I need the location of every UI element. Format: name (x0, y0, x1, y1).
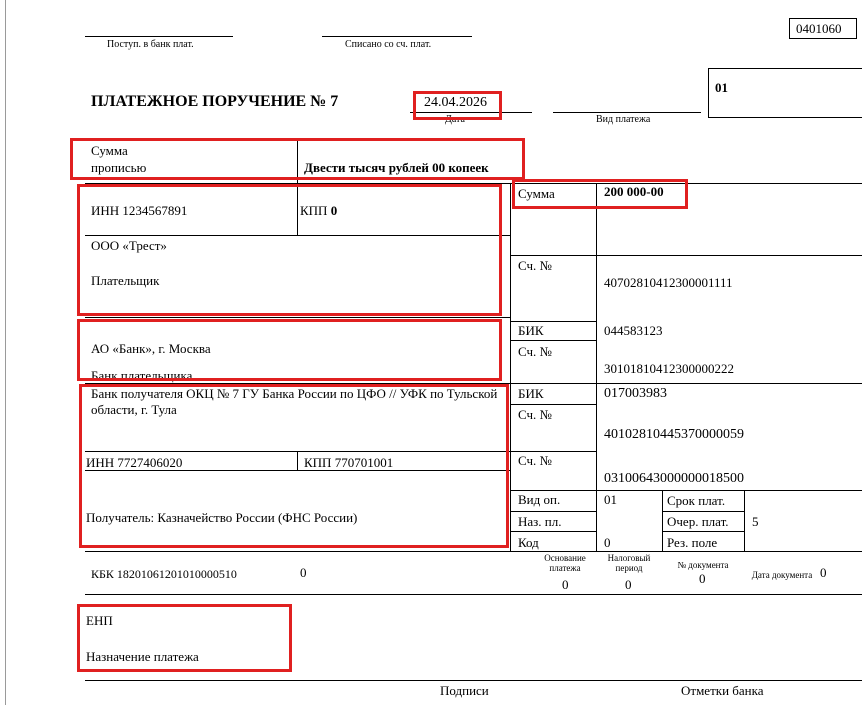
srok-divider-left (662, 490, 663, 551)
amount-label: Сумма (518, 186, 555, 201)
kod-value: 0 (604, 535, 611, 550)
highlight-payer (77, 184, 502, 316)
status-box (708, 68, 862, 118)
vid-op-label: Вид оп. (518, 492, 561, 507)
rez-line (662, 531, 744, 532)
highlight-amount-words (70, 138, 525, 180)
payer-bik-value: 044583123 (604, 323, 663, 338)
payee-corr-label: Сч. № (518, 407, 552, 422)
payer-kpp-label: КПП (300, 203, 328, 218)
debited-line (322, 36, 472, 37)
kbk: КБК 18201061201010000510 (91, 567, 237, 581)
highlight-payer-bank (77, 319, 502, 381)
amount-value: 200 000-00 (604, 184, 664, 199)
payer-acc-label: Сч. № (518, 258, 552, 273)
codes-bottom-line (85, 551, 862, 552)
payee-corr-value: 40102810445370000059 (604, 427, 744, 442)
status-code: 01 (715, 80, 728, 95)
highlight-date (413, 91, 502, 120)
page-left-edge (5, 0, 6, 705)
date-label: Дата (445, 114, 465, 125)
payer-inn: ИНН 1234567891 (91, 203, 188, 218)
page-title: ПЛАТЕЖНОЕ ПОРУЧЕНИЕ № 7 (91, 93, 339, 110)
received-line (85, 36, 233, 37)
payee-bik-value: 017003983 (604, 386, 667, 401)
column-divider-2 (596, 183, 597, 551)
payer-name: ООО «Трест» (91, 238, 167, 253)
payer-corr-value: 30101810412300000222 (604, 361, 734, 376)
payee-bik-label: БИК (518, 386, 544, 401)
period-label: Налоговый период (607, 553, 651, 573)
highlight-purpose (77, 604, 292, 672)
amount-words-value: Двести тысяч рублей 00 копеек (304, 160, 489, 175)
form-code: 0401060 (796, 21, 842, 36)
basis-value: 0 (562, 577, 569, 592)
period-value: 0 (625, 577, 632, 592)
payer-bank-name: АО «Банк», г. Москва (91, 341, 211, 356)
bank-marks-label: Отметки банка (681, 683, 764, 698)
payer-kpp-value: 0 (330, 203, 338, 218)
naz-pl-label: Наз. пл. (518, 514, 562, 529)
doc-date-label: Дата документа (751, 570, 813, 580)
payee-inn: ИНН 7727406020 (86, 455, 183, 470)
srok-divider-right (744, 490, 745, 551)
purpose-label: Назначение платежа (86, 649, 199, 664)
payer-bik-line (510, 321, 596, 322)
tax-bottom-line (85, 594, 862, 595)
date-value: 24.04.2026 (424, 95, 487, 110)
payee-kpp: КПП 770701001 (304, 455, 394, 470)
payee-bank-name: Банк получателя ОКЦ № 7 ГУ Банка России по ЦФО // УФК по Тульской области, г. Тула (91, 386, 498, 417)
ocher-label: Очер. плат. (667, 514, 729, 529)
payment-type-label: Вид платежа (596, 114, 651, 125)
highlight-amount (512, 179, 688, 209)
payer-corr-line (510, 340, 596, 341)
naz-pl-line (510, 511, 596, 512)
kod-line (510, 531, 596, 532)
form-code-box (789, 18, 857, 39)
highlight-payee (79, 384, 509, 548)
payee-acc-value: 03100643000000018500 (604, 471, 744, 486)
payee-acc-bottom-line (596, 490, 862, 491)
column-divider-1 (510, 183, 511, 551)
basis-label: Основание платежа (544, 553, 586, 573)
purpose-bottom-line (85, 680, 862, 681)
payer-bank-label: Банк плательщика (91, 368, 193, 383)
payer-acc-value: 40702810412300001111 (604, 275, 733, 290)
rez-label: Рез. поле (667, 535, 718, 550)
payer-bik-label: БИК (518, 323, 544, 338)
doc-date-value: 0 (820, 565, 827, 580)
payer-bottom-line (85, 317, 510, 318)
ocher-value: 5 (752, 514, 759, 529)
signatures-label: Подписи (440, 683, 489, 698)
ocher-line (662, 511, 744, 512)
payer-corr-label: Сч. № (518, 344, 552, 359)
payee-acc-label: Сч. № (518, 453, 552, 468)
payee-name: Получатель: Казначейство России (ФНС России) (86, 510, 358, 525)
amount-words-label-1: Сумма (91, 143, 128, 158)
debited-label: Списано со сч. плат. (345, 39, 432, 50)
oktmo: 0 (300, 565, 307, 580)
codes-top-line (510, 490, 596, 491)
doc-num-value: 0 (699, 571, 706, 586)
payee-bik-line (510, 404, 596, 405)
amount-words-label-2: прописью (91, 160, 147, 175)
enp-label: ЕНП (86, 613, 113, 628)
payment-type-line (553, 112, 701, 113)
vid-op-value: 01 (604, 492, 617, 507)
amount-bottom-line (510, 255, 862, 256)
doc-num-label: № документа (677, 560, 729, 570)
srok-label: Срок плат. (667, 493, 726, 508)
kod-label: Код (518, 535, 539, 550)
payer-role-label: Плательщик (91, 273, 160, 288)
received-label: Поступ. в банк плат. (107, 39, 194, 50)
